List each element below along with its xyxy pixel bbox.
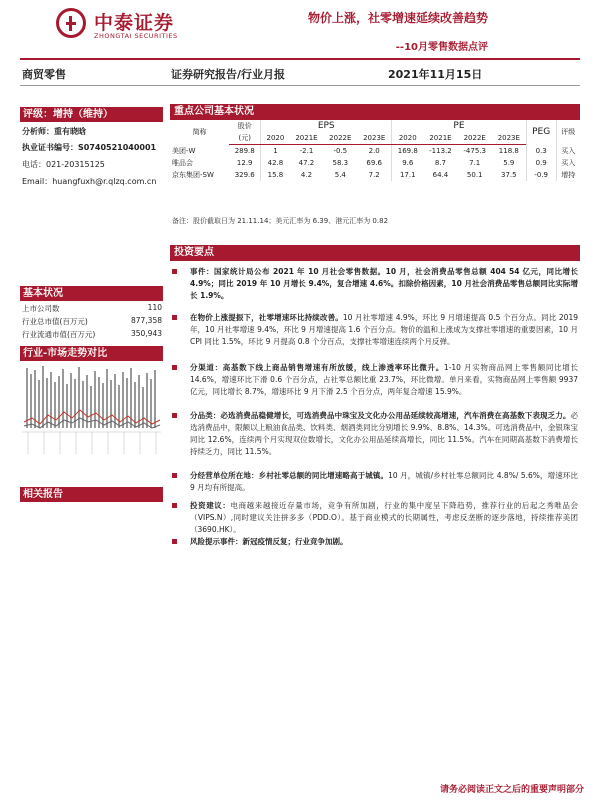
eps-cell: 5.4 bbox=[334, 170, 346, 179]
pe-cell: 9.6 bbox=[392, 157, 424, 169]
pe-cell: 7.1 bbox=[469, 158, 481, 167]
email-link[interactable]: huangfuxh@r.qlzq.com.cn bbox=[52, 177, 157, 186]
col-rating: 评级 bbox=[556, 120, 580, 145]
year-header: 2023E bbox=[492, 132, 526, 145]
peg-cell: -0.9 bbox=[526, 169, 556, 181]
bullet-icon bbox=[172, 539, 177, 544]
investment-point bbox=[172, 266, 578, 302]
basic-info-row bbox=[22, 329, 162, 340]
bullet-icon bbox=[172, 413, 177, 418]
eps-cell: 7.2 bbox=[368, 170, 380, 179]
logo-icon bbox=[56, 8, 86, 38]
pe-cell: 169.8 bbox=[392, 145, 424, 157]
eps-cell: 69.6 bbox=[366, 158, 382, 167]
table-header-row bbox=[170, 120, 580, 132]
investment-point bbox=[172, 410, 578, 458]
pe-cell: 8.7 bbox=[434, 158, 447, 167]
company-name-en: ZHONGTAI SECURITIES bbox=[94, 32, 178, 40]
eps-cell: -0.5 bbox=[333, 146, 348, 155]
analyst-name: 重有晓晗 bbox=[54, 127, 86, 136]
table-row bbox=[170, 145, 580, 157]
company-name: 美团-W bbox=[172, 146, 196, 155]
table-row bbox=[170, 169, 580, 181]
point-text: 1-10 月实物商品网上零售额同比增长 14.6%，增速环比下滑 0.6 个百分点，占社零总额比重 23.7%，环比微增。单月来看，实物商品网上零售额 9937 亿元，同比增长 8.7%，增速环比 9 月下滑 2.5 个百分点，两年复合增速 15.9%。 bbox=[190, 363, 579, 396]
license-label: 执业证书编号： bbox=[22, 143, 78, 152]
company-logo bbox=[56, 8, 216, 42]
basic-info-row bbox=[22, 303, 162, 314]
license-line bbox=[22, 142, 156, 153]
meta-divider bbox=[20, 85, 580, 86]
peg-cell: 0.3 bbox=[526, 145, 556, 157]
price-cell: 289.8 bbox=[234, 146, 255, 155]
year-header: 2021E bbox=[290, 132, 324, 145]
basic-info-value: 110 bbox=[147, 303, 162, 312]
company-name: 京东集团-SW bbox=[172, 170, 214, 179]
basic-info-value: 877,358 bbox=[130, 316, 162, 325]
price-cell: 12.9 bbox=[236, 158, 253, 167]
table-subheader-row bbox=[170, 132, 580, 145]
eps-cell: 2.0 bbox=[368, 146, 380, 155]
peg-cell: 0.9 bbox=[526, 157, 556, 169]
trend-chart-title: 行业-市场走势对比 bbox=[20, 346, 163, 361]
investment-points-title: 投资要点 bbox=[170, 245, 580, 261]
point-lead: 风险提示事件：新冠疫情反复；行业竞争加剧。 bbox=[190, 537, 348, 546]
price-cell: 329.6 bbox=[234, 170, 255, 179]
report-type: 证券研究报告/行业月报 bbox=[171, 68, 286, 81]
basic-info-title: 基本状况 bbox=[20, 286, 163, 301]
investment-point bbox=[172, 500, 578, 536]
bullet-icon bbox=[172, 365, 177, 370]
company-name: 唯品会 bbox=[172, 158, 193, 167]
bullet-icon bbox=[172, 315, 177, 320]
point-text: 10 月，城镇/乡村社零总额同比 4.8%/ 5.6%，增速环比 9 月均有所提高。 bbox=[190, 471, 579, 492]
phone-line bbox=[22, 159, 105, 170]
year-header: 2022E bbox=[458, 132, 492, 145]
chart-x-axis bbox=[22, 432, 161, 454]
eps-cell: 42.8 bbox=[261, 157, 290, 169]
eps-cell: -2.1 bbox=[299, 146, 314, 155]
bullet-icon bbox=[172, 473, 177, 478]
col-price-line1: 股价 bbox=[237, 122, 252, 130]
eps-cell: 4.2 bbox=[300, 170, 313, 179]
report-title: 物价上涨，社零增速延续改善趋势 bbox=[307, 11, 488, 25]
basic-info-row bbox=[22, 316, 162, 327]
company-name-cn: 中泰证券 bbox=[94, 12, 175, 34]
analyst-line bbox=[22, 126, 86, 137]
point-lead: 投资建议： bbox=[190, 501, 231, 510]
pe-cell: 5.9 bbox=[503, 158, 515, 167]
point-lead: 事件： bbox=[190, 267, 214, 276]
bullet-icon bbox=[172, 269, 177, 274]
report-subtitle: --10月零售数据点评 bbox=[395, 42, 488, 53]
basic-info-label: 上市公司数 bbox=[22, 304, 60, 313]
pe-cell: -475.3 bbox=[463, 146, 486, 155]
pe-cell: 64.4 bbox=[432, 170, 449, 179]
phone-label: 电话： bbox=[22, 160, 46, 169]
point-lead: 分经营单位所在地：乡村社零总额的同比增速略高于城镇。 bbox=[190, 471, 389, 480]
point-lead: 分品类：必选消费品稳健增长，可选消费品中珠宝及文化办公用品延续较高增速，汽车消费在高基数下表现乏力。 bbox=[190, 411, 571, 420]
license-number: S0740521040001 bbox=[78, 143, 157, 152]
investment-point bbox=[172, 470, 578, 494]
year-header: 2020 bbox=[392, 132, 424, 145]
point-text: 10 月社零增速 4.9%，环比 9 月增速提高 0.5 个百分点。同比 2019 年，10 月社零增速 9.4%，环比 9 月增速提高 1.6 个百分点。物价的温和上涨成为支撑社零增速的重要因素，10 月 CPI 同比 1.5%，环比 9 月提高 0.8 个分百点，支撑社零增速连续两个月反弹。 bbox=[190, 313, 578, 346]
investment-point bbox=[172, 536, 578, 548]
table-note: 备注：股价截取日为 21.11.14；美元汇率为 6.39、港元汇率为 0.82 bbox=[172, 217, 389, 225]
year-header: 2023E bbox=[357, 132, 391, 145]
point-text: 国家统计局公布 2021 年 10 月社会零售数据。10 月，社会消费品零售总额 404 54 亿元，同比增长 4.9%；同比 2019 年 10 月增长 9.4%，复合增速 4.6%。扣除价格因素，10 月社会消费品零售总额同比实际增长 1.9%。 bbox=[190, 267, 578, 300]
col-price-line2: (元) bbox=[229, 132, 261, 145]
rating-cell: 增持 bbox=[556, 169, 580, 181]
analyst-label: 分析师： bbox=[22, 127, 54, 136]
point-lead: 在物价上涨提振下，社零增速环比持续改善。 bbox=[190, 313, 343, 322]
pe-cell: 17.1 bbox=[392, 169, 424, 181]
year-header: 2020 bbox=[261, 132, 290, 145]
header-divider bbox=[20, 58, 580, 60]
sector-label: 商贸零售 bbox=[22, 68, 66, 81]
point-text: 电商越来越接近存量市场，竞争有所加剧，行业的集中度呈下降趋势，推荐行业的后起之秀唯品会（VIPS.N）,同时建议关注拼多多（PDD.O）。基于商业模式的长期属性，考虑反垄断的逐步落地，持续推荐美团（3690.HK）。 bbox=[190, 501, 579, 534]
disclaimer-footer: 请务必阅读正文之后的重要声明部分 bbox=[439, 785, 584, 795]
email-line bbox=[22, 176, 156, 187]
key-companies-title: 重点公司基本状况 bbox=[170, 104, 580, 120]
col-name: 简称 bbox=[192, 128, 207, 137]
point-lead: 分渠道：高基数下线上商品销售增速有所放缓，线上渗透率环比微升。 bbox=[190, 363, 444, 372]
market-trend-chart bbox=[20, 360, 163, 458]
eps-cell: 15.8 bbox=[261, 169, 290, 181]
investment-point bbox=[172, 362, 578, 398]
col-pe: PE bbox=[392, 120, 527, 132]
eps-cell: 58.3 bbox=[332, 158, 349, 167]
report-date: 2021年11月15日 bbox=[388, 68, 483, 81]
basic-info-label: 行业总市值(百万元) bbox=[22, 317, 88, 326]
email-label: Email： bbox=[22, 177, 53, 186]
rating-box: 评级：增持（维持） bbox=[20, 107, 163, 122]
point-text: 必选消费品中，限额以上粮油食品类、饮料类、烟酒类同比分别增长 9.9%、8.8%、14.3%。可选消费品中，金银珠宝同比 12.6%，连续两个月实现双位数增长，文化办公用品延续高增长，同比 11.5%。汽车在同期高基数下消费增长持续乏力，同比 11.5%。 bbox=[190, 411, 578, 456]
eps-cell: 47.2 bbox=[298, 158, 315, 167]
table-row bbox=[170, 157, 580, 169]
related-reports-title: 相关报告 bbox=[20, 487, 163, 502]
col-price bbox=[229, 120, 261, 132]
rating-cell: 买入 bbox=[556, 157, 580, 169]
col-peg: PEG bbox=[526, 120, 556, 145]
year-header: 2022E bbox=[323, 132, 357, 145]
phone-number: 021-20315125 bbox=[46, 160, 105, 169]
pe-cell: -113.2 bbox=[429, 146, 452, 155]
rating-cell: 买入 bbox=[556, 145, 580, 157]
key-companies-table bbox=[170, 120, 580, 181]
basic-info-label: 行业流通市值(百万元) bbox=[22, 330, 96, 339]
bullet-icon bbox=[172, 503, 177, 508]
pe-cell: 50.1 bbox=[466, 170, 483, 179]
basic-info-value: 350,943 bbox=[130, 329, 162, 338]
chart-bars bbox=[26, 366, 156, 428]
eps-cell: 1 bbox=[261, 145, 290, 157]
pe-cell: 37.5 bbox=[501, 170, 517, 179]
col-eps: EPS bbox=[261, 120, 392, 132]
pe-cell: 118.8 bbox=[498, 146, 519, 155]
year-header: 2021E bbox=[423, 132, 457, 145]
investment-point bbox=[172, 312, 578, 348]
